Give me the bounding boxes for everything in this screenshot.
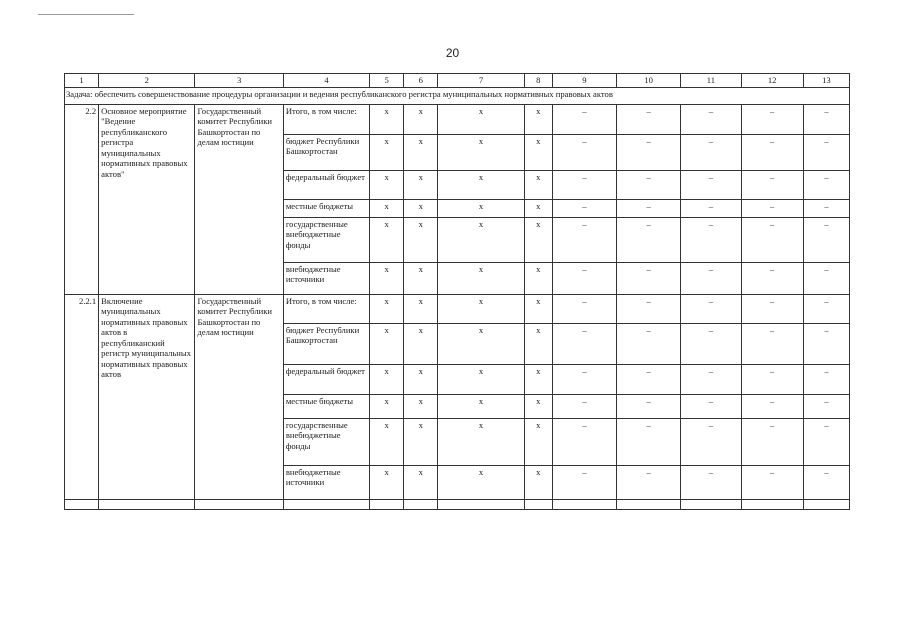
dash-cell: – xyxy=(741,200,803,218)
dash-cell: – xyxy=(681,295,741,324)
dash-cell: – xyxy=(617,105,681,135)
dash-cell: – xyxy=(552,295,616,324)
value-cell: x xyxy=(438,395,524,419)
dash-cell: – xyxy=(552,395,616,419)
value-cell: x xyxy=(404,200,438,218)
measure-name: Включение муниципальных нормативных правовых актов в республиканский регистр муниципальных нормативных правовых актов xyxy=(99,295,195,500)
value-cell: x xyxy=(524,200,552,218)
value-cell: x xyxy=(524,218,552,263)
column-number: 9 xyxy=(552,74,616,88)
table-row xyxy=(65,105,850,135)
value-cell: x xyxy=(524,295,552,324)
funding-source: местные бюджеты xyxy=(283,200,369,218)
value-cell: x xyxy=(524,135,552,171)
table-cell xyxy=(617,500,681,510)
table-cell xyxy=(741,500,803,510)
dash-cell: – xyxy=(552,105,616,135)
dash-cell: – xyxy=(803,419,849,466)
dash-cell: – xyxy=(741,263,803,295)
dash-cell: – xyxy=(681,200,741,218)
dash-cell: – xyxy=(552,324,616,365)
dash-cell: – xyxy=(741,218,803,263)
column-number: 1 xyxy=(65,74,99,88)
dash-cell: – xyxy=(681,324,741,365)
dash-cell: – xyxy=(741,295,803,324)
table-body xyxy=(65,105,850,500)
dash-cell: – xyxy=(681,365,741,395)
measure-name: Основное мероприятие "Ведение республиканского регистра муниципальных нормативных правовых актов" xyxy=(99,105,195,295)
value-cell: x xyxy=(438,171,524,200)
dash-cell: – xyxy=(552,419,616,466)
value-cell: x xyxy=(370,200,404,218)
table-cell xyxy=(803,500,849,510)
dash-cell: – xyxy=(803,135,849,171)
dash-cell: – xyxy=(617,200,681,218)
value-cell: x xyxy=(370,263,404,295)
dash-cell: – xyxy=(617,466,681,500)
dash-cell: – xyxy=(617,365,681,395)
dash-cell: – xyxy=(552,466,616,500)
value-cell: x xyxy=(370,324,404,365)
executor-name: Государственный комитет Республики Башкортостан по делам юстиции xyxy=(195,295,283,500)
column-number: 6 xyxy=(404,74,438,88)
value-cell: x xyxy=(524,466,552,500)
value-cell: x xyxy=(370,105,404,135)
value-cell: x xyxy=(404,466,438,500)
value-cell: x xyxy=(404,295,438,324)
value-cell: x xyxy=(438,466,524,500)
funding-source: Итого, в том числе: xyxy=(283,295,369,324)
value-cell: x xyxy=(370,171,404,200)
value-cell: x xyxy=(404,171,438,200)
value-cell: x xyxy=(524,171,552,200)
task-row xyxy=(65,88,850,105)
value-cell: x xyxy=(404,135,438,171)
dash-cell: – xyxy=(803,324,849,365)
dash-cell: – xyxy=(617,171,681,200)
table-cell xyxy=(195,500,283,510)
table-cell xyxy=(552,500,616,510)
dash-cell: – xyxy=(741,365,803,395)
funding-source: бюджет Республики Башкортостан xyxy=(283,135,369,171)
dash-cell: – xyxy=(617,419,681,466)
value-cell: x xyxy=(524,419,552,466)
value-cell: x xyxy=(370,295,404,324)
funding-source: внебюджетные источники xyxy=(283,466,369,500)
dash-cell: – xyxy=(552,200,616,218)
scan-artifact-line xyxy=(38,14,134,15)
value-cell: x xyxy=(438,218,524,263)
executor-name: Государственный комитет Республики Башкортостан по делам юстиции xyxy=(195,105,283,295)
table-cell xyxy=(65,500,99,510)
value-cell: x xyxy=(370,365,404,395)
dash-cell: – xyxy=(681,218,741,263)
dash-cell: – xyxy=(741,135,803,171)
dash-cell: – xyxy=(803,295,849,324)
column-number: 11 xyxy=(681,74,741,88)
funding-source: федеральный бюджет xyxy=(283,365,369,395)
table-cell xyxy=(438,500,524,510)
dash-cell: – xyxy=(741,395,803,419)
dash-cell: – xyxy=(741,466,803,500)
task-text: Задача: обеспечить совершенствование процедуры организации и ведения республиканского регистра муниципальных нормативных правовых актов xyxy=(65,88,850,105)
dash-cell: – xyxy=(617,324,681,365)
funding-source: местные бюджеты xyxy=(283,395,369,419)
value-cell: x xyxy=(404,218,438,263)
value-cell: x xyxy=(438,419,524,466)
dash-cell: – xyxy=(803,171,849,200)
dash-cell: – xyxy=(552,365,616,395)
value-cell: x xyxy=(370,395,404,419)
value-cell: x xyxy=(404,395,438,419)
dash-cell: – xyxy=(552,171,616,200)
column-number: 4 xyxy=(283,74,369,88)
value-cell: x xyxy=(438,135,524,171)
table-cell xyxy=(370,500,404,510)
table-cell xyxy=(283,500,369,510)
value-cell: x xyxy=(524,324,552,365)
dash-cell: – xyxy=(617,395,681,419)
dash-cell: – xyxy=(741,171,803,200)
column-number: 7 xyxy=(438,74,524,88)
column-number: 5 xyxy=(370,74,404,88)
value-cell: x xyxy=(370,419,404,466)
column-number: 3 xyxy=(195,74,283,88)
dash-cell: – xyxy=(803,105,849,135)
table-cell xyxy=(524,500,552,510)
dash-cell: – xyxy=(552,263,616,295)
column-number-row xyxy=(65,74,850,88)
value-cell: x xyxy=(438,324,524,365)
column-number: 12 xyxy=(741,74,803,88)
column-number: 8 xyxy=(524,74,552,88)
table-cell xyxy=(681,500,741,510)
dash-cell: – xyxy=(681,466,741,500)
dash-cell: – xyxy=(741,324,803,365)
funding-source: государственные внебюджетные фонды xyxy=(283,218,369,263)
table-cell xyxy=(99,500,195,510)
column-number: 10 xyxy=(617,74,681,88)
item-number: 2.2 xyxy=(65,105,99,295)
value-cell: x xyxy=(438,365,524,395)
dash-cell: – xyxy=(681,171,741,200)
column-number: 2 xyxy=(99,74,195,88)
dash-cell: – xyxy=(617,295,681,324)
dash-cell: – xyxy=(803,365,849,395)
dash-cell: – xyxy=(803,218,849,263)
dash-cell: – xyxy=(552,218,616,263)
dash-cell: – xyxy=(803,200,849,218)
program-table xyxy=(64,73,850,510)
dash-cell: – xyxy=(617,218,681,263)
dash-cell: – xyxy=(617,135,681,171)
dash-cell: – xyxy=(681,263,741,295)
dash-cell: – xyxy=(741,419,803,466)
value-cell: x xyxy=(404,263,438,295)
value-cell: x xyxy=(438,105,524,135)
dash-cell: – xyxy=(681,135,741,171)
value-cell: x xyxy=(524,365,552,395)
table-tail-row xyxy=(65,500,850,510)
column-number: 13 xyxy=(803,74,849,88)
value-cell: x xyxy=(524,395,552,419)
value-cell: x xyxy=(438,295,524,324)
dash-cell: – xyxy=(681,419,741,466)
value-cell: x xyxy=(404,105,438,135)
item-number: 2.2.1 xyxy=(65,295,99,500)
dash-cell: – xyxy=(803,395,849,419)
funding-source: Итого, в том числе: xyxy=(283,105,369,135)
value-cell: x xyxy=(370,135,404,171)
funding-source: федеральный бюджет xyxy=(283,171,369,200)
dash-cell: – xyxy=(741,105,803,135)
value-cell: x xyxy=(438,263,524,295)
funding-source: внебюджетные источники xyxy=(283,263,369,295)
table-row xyxy=(65,295,850,324)
value-cell: x xyxy=(370,466,404,500)
value-cell: x xyxy=(404,365,438,395)
page-number: 20 xyxy=(445,46,460,60)
dash-cell: – xyxy=(803,263,849,295)
value-cell: x xyxy=(404,324,438,365)
table-cell xyxy=(404,500,438,510)
dash-cell: – xyxy=(681,395,741,419)
value-cell: x xyxy=(438,200,524,218)
value-cell: x xyxy=(370,218,404,263)
dash-cell: – xyxy=(552,135,616,171)
value-cell: x xyxy=(524,263,552,295)
value-cell: x xyxy=(404,419,438,466)
dash-cell: – xyxy=(803,466,849,500)
dash-cell: – xyxy=(681,105,741,135)
value-cell: x xyxy=(524,105,552,135)
funding-source: государственные внебюджетные фонды xyxy=(283,419,369,466)
funding-source: бюджет Республики Башкортостан xyxy=(283,324,369,365)
dash-cell: – xyxy=(617,263,681,295)
